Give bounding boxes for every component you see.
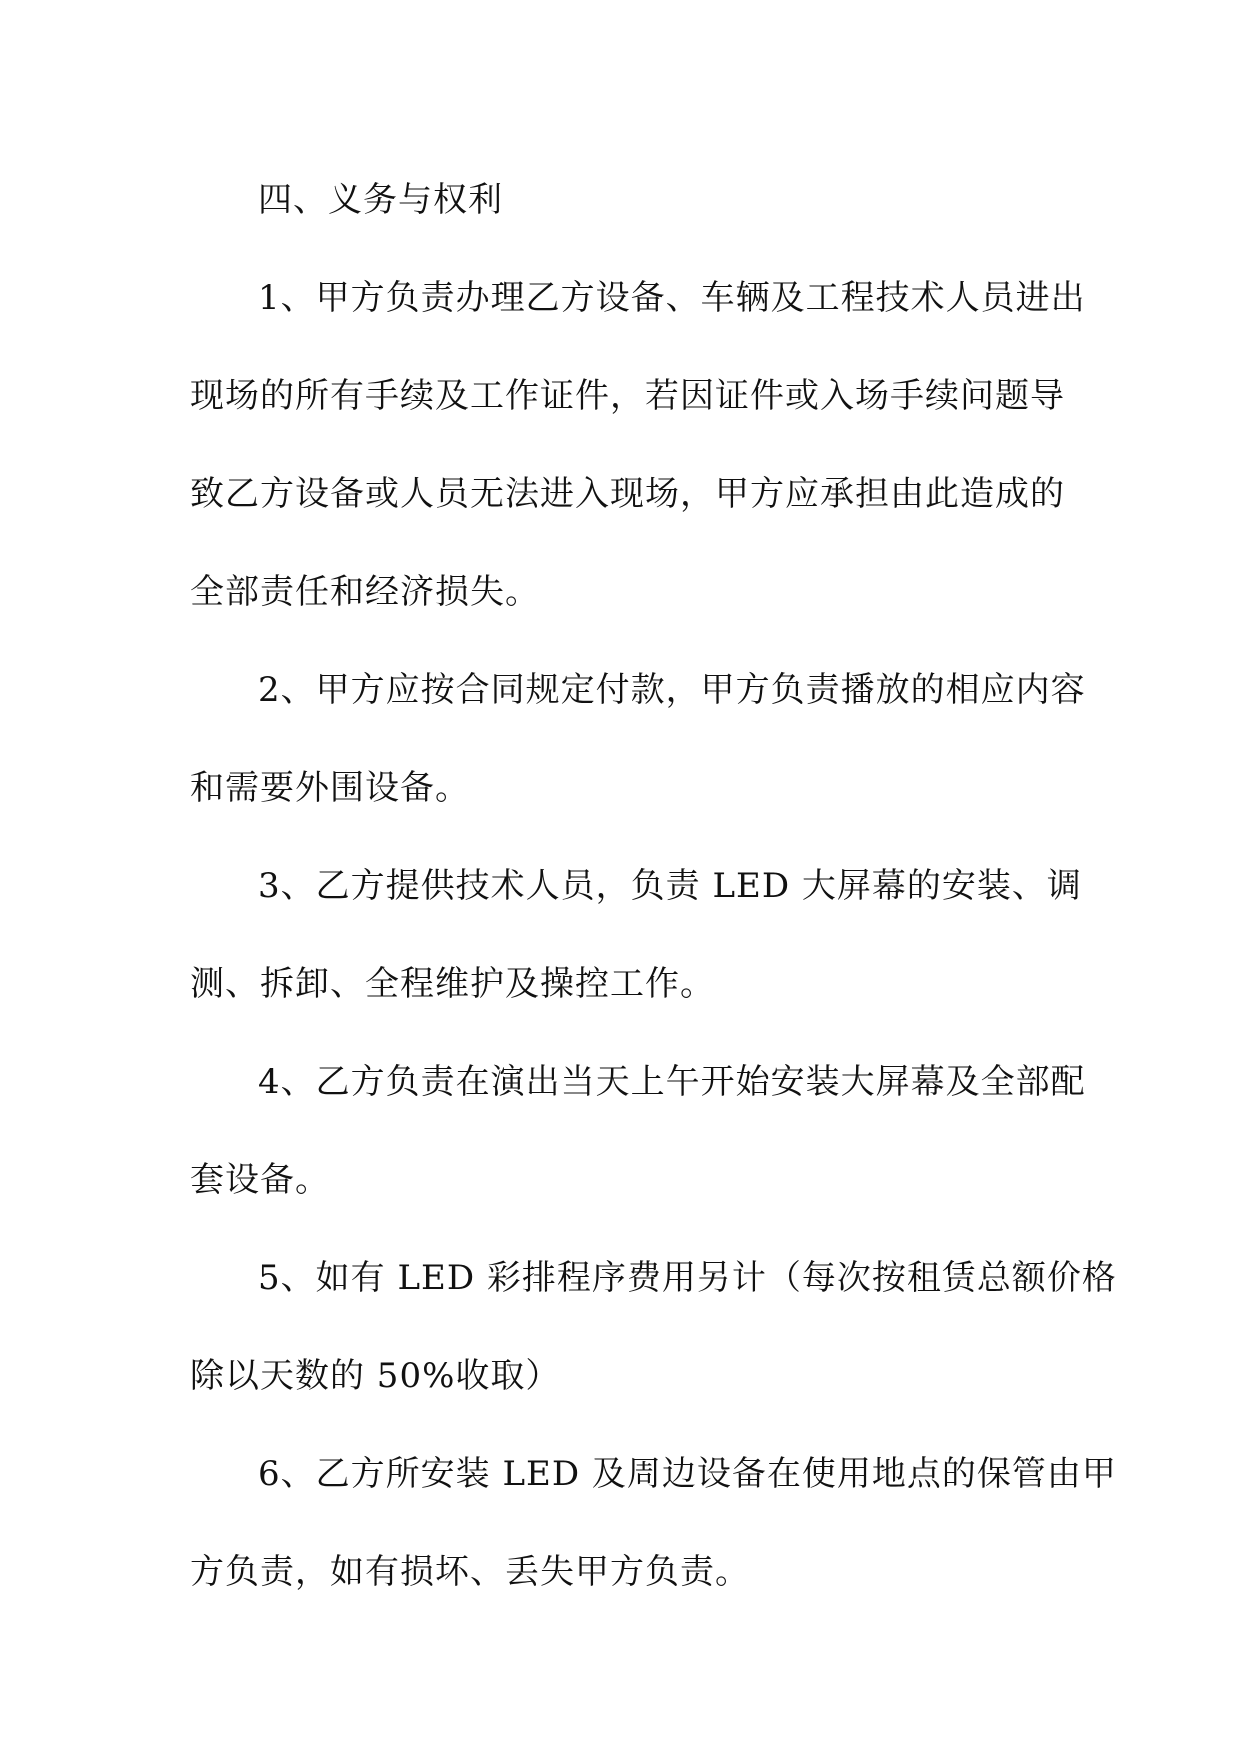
paragraph-4-line-2: 套设备。 [190, 1160, 330, 1200]
paragraph-3-line-1: 3、乙方提供技术人员，负责 LED 大屏幕的安装、调 [258, 866, 1082, 906]
paragraph-6-line-1: 6、乙方所安装 LED 及周边设备在使用地点的保管由甲 [258, 1454, 1117, 1494]
paragraph-1-line-2: 现场的所有手续及工作证件，若因证件或入场手续问题导 [190, 376, 1065, 416]
paragraph-1-line-3: 致乙方设备或人员无法进入现场，甲方应承担由此造成的 [190, 474, 1065, 514]
paragraph-4-line-1: 4、乙方负责在演出当天上午开始安装大屏幕及全部配 [258, 1062, 1086, 1102]
paragraph-2-line-2: 和需要外围设备。 [190, 768, 470, 808]
paragraph-5-line-1: 5、如有 LED 彩排程序费用另计（每次按租赁总额价格 [258, 1258, 1117, 1298]
paragraph-2-line-1: 2、甲方应按合同规定付款，甲方负责播放的相应内容 [258, 670, 1086, 710]
section-heading: 四、义务与权利 [258, 180, 503, 220]
paragraph-3-line-2: 测、拆卸、全程维护及操控工作。 [190, 964, 715, 1004]
paragraph-5-line-2: 除以天数的 50%收取） [190, 1356, 561, 1396]
paragraph-1-line-1: 1、甲方负责办理乙方设备、车辆及工程技术人员进出 [258, 278, 1086, 318]
paragraph-1-line-4: 全部责任和经济损失。 [190, 572, 540, 612]
paragraph-6-line-2: 方负责，如有损坏、丢失甲方负责。 [190, 1552, 750, 1592]
